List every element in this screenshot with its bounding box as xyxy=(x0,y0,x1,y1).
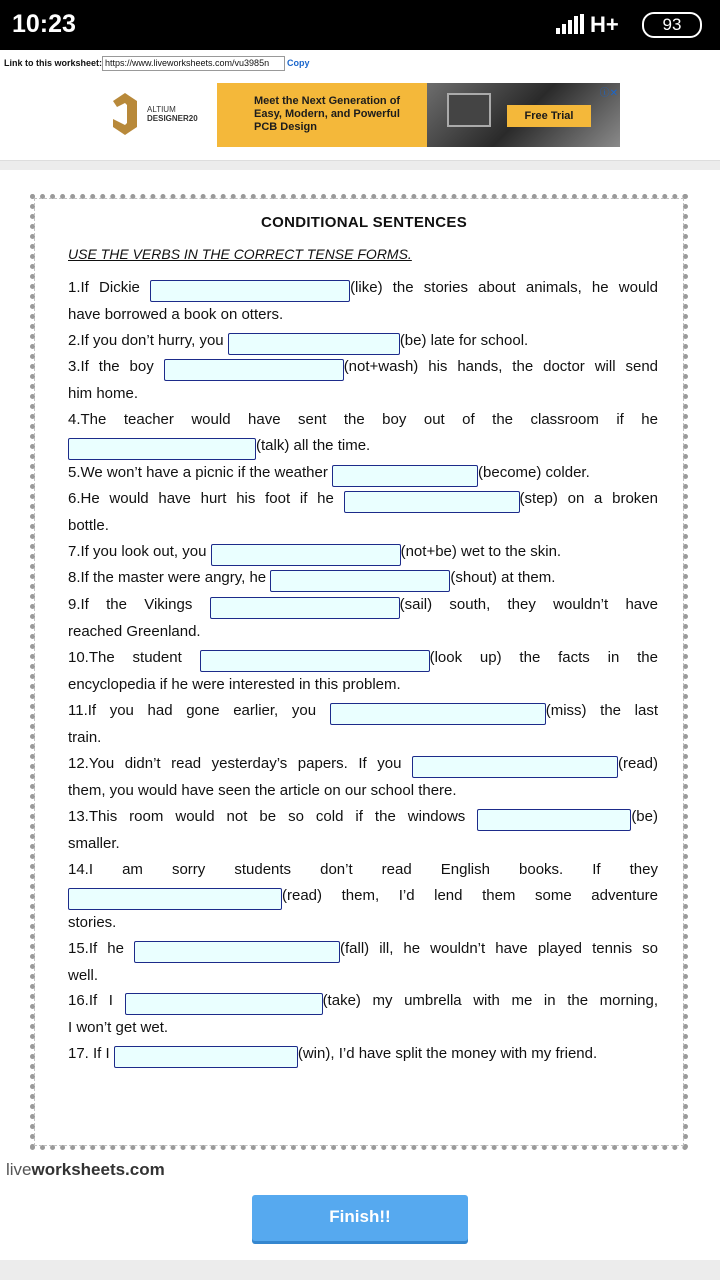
logo-light-text: live xyxy=(6,1160,32,1179)
exercise-text-continued: stories. xyxy=(68,914,117,932)
exercise-line xyxy=(68,936,658,963)
answer-blank[interactable] xyxy=(210,597,400,619)
answer-blank[interactable] xyxy=(200,650,430,672)
exercise-text-before: 3.If the boy xyxy=(68,358,164,375)
answer-blank[interactable] xyxy=(332,465,478,487)
exercise-item xyxy=(68,539,658,566)
answer-blank[interactable] xyxy=(330,703,546,725)
link-bar xyxy=(0,50,720,161)
exercise-item xyxy=(68,698,658,751)
exercise-item xyxy=(68,407,658,460)
exercise-text-after: (become) colder. xyxy=(478,464,590,481)
exercise-item xyxy=(68,354,658,407)
liveworksheets-logo xyxy=(6,1160,165,1180)
exercise-line xyxy=(68,565,658,592)
exercise-text-before: 5.We won’t have a picnic if the weather xyxy=(68,464,333,481)
exercise-line xyxy=(68,988,658,1015)
exercise-text-continued: well. xyxy=(68,967,99,984)
battery-icon: 93 xyxy=(642,12,702,38)
ad-brand xyxy=(147,105,198,123)
exercise-text-after: (read) them, I’d lend them some adventure xyxy=(282,887,658,905)
exercise-text-before: 9.If the Vikings xyxy=(68,596,210,613)
exercise-line xyxy=(68,275,658,302)
exercise-item xyxy=(68,275,658,328)
exercise-text-continued: encyclopedia if he were interested in this problem. xyxy=(68,676,401,693)
exercise-line xyxy=(68,1041,658,1068)
exercise-text-continued: smaller. xyxy=(68,835,120,852)
exercise-text-before: 4.The teacher would have sent the boy out of the classroom if he xyxy=(68,411,658,428)
logo-bold-text: worksheets.com xyxy=(31,1160,165,1179)
worksheet-instructions: USE THE VERBS IN THE CORRECT TENSE FORMS. xyxy=(68,246,412,262)
answer-blank[interactable] xyxy=(477,809,631,831)
exercise-text-before: 17. If I xyxy=(68,1045,114,1062)
exercise-line xyxy=(68,698,658,725)
exercise-text-after: (sail) south, they wouldn’t have xyxy=(399,596,658,613)
exercise-text-continued: I won’t get wet. xyxy=(68,1019,169,1036)
copy-link-button[interactable]: Copy xyxy=(287,58,310,68)
exercise-item xyxy=(68,486,658,539)
exercise-text-before: 8.If the master were angry, he xyxy=(68,569,271,586)
answer-blank[interactable] xyxy=(270,570,450,592)
link-label: Link to this worksheet: xyxy=(4,58,103,68)
answer-blank[interactable] xyxy=(211,544,401,566)
exercise-text-before: 15.If he xyxy=(68,940,134,957)
exercise-line xyxy=(68,433,658,460)
exercise-text-after: (not+be) wet to the skin. xyxy=(400,543,562,560)
exercise-line xyxy=(68,407,658,433)
worksheet-title: CONDITIONAL SENTENCES xyxy=(260,214,468,231)
worksheet-page xyxy=(0,170,720,1260)
exercise-item xyxy=(68,988,658,1041)
exercise-text-continued: him home. xyxy=(68,385,139,402)
exercise-line xyxy=(68,328,658,355)
answer-blank[interactable] xyxy=(114,1046,298,1068)
advertisement-banner[interactable] xyxy=(97,83,620,147)
exercise-item xyxy=(68,936,658,989)
worksheet-url-field[interactable]: https://www.liveworksheets.com/vu3985n xyxy=(102,56,285,71)
status-bar xyxy=(0,0,720,50)
exercise-text-before: 16.If I xyxy=(68,992,125,1009)
exercise-text-after: (not+wash) his hands, the doctor will send xyxy=(343,358,659,375)
exercise-text-before: 6.He would have hurt his foot if he xyxy=(68,490,344,507)
exercise-text-after: (step) on a broken xyxy=(519,490,658,507)
answer-blank[interactable] xyxy=(68,888,282,910)
exercise-text-after: (take) my umbrella with me in the morning, xyxy=(322,992,658,1009)
exercise-text-after: (be) late for school. xyxy=(399,332,529,349)
ad-logo xyxy=(97,83,217,147)
exercise-text-after: (shout) at them. xyxy=(450,569,556,586)
answer-blank[interactable] xyxy=(164,359,344,381)
exercise-text-before: 1.If Dickie xyxy=(68,279,151,296)
exercise-line xyxy=(68,592,658,619)
finish-button[interactable]: Finish!! xyxy=(252,1195,468,1241)
exercise-text-before: 7.If you look out, you xyxy=(68,543,211,560)
exercise-line xyxy=(68,486,658,513)
exercise-line xyxy=(68,751,658,778)
answer-blank[interactable] xyxy=(344,491,520,513)
exercise-text-continued: train. xyxy=(68,729,102,746)
exercise-text-before: 2.If you don’t hurry, you xyxy=(68,332,228,349)
exercise-line xyxy=(68,539,658,566)
exercise-line xyxy=(68,645,658,672)
answer-blank[interactable] xyxy=(125,993,323,1015)
ad-headline: Meet the Next Generation of Easy, Modern, and Powerful PCB Design xyxy=(254,95,401,133)
exercise-text-continued: reached Greenland. xyxy=(68,623,201,640)
exercise-item xyxy=(68,857,658,937)
answer-blank[interactable] xyxy=(68,438,256,460)
answer-blank[interactable] xyxy=(412,756,618,778)
exercise-line xyxy=(68,354,658,381)
exercise-item xyxy=(68,751,658,804)
ad-brand-big: DESIGNER20 xyxy=(147,114,198,123)
exercise-line xyxy=(68,804,658,831)
exercise-text-after: (be) xyxy=(631,808,658,825)
exercise-text-after: (fall) ill, he wouldn’t have played tennis so xyxy=(339,940,658,957)
exercise-text-after: (win), I’d have split the money with my friend. xyxy=(297,1045,598,1062)
exercise-text-continued: have borrowed a book on otters. xyxy=(68,306,284,323)
exercise-item xyxy=(68,565,658,592)
exercise-text-after: (look up) the facts in the xyxy=(429,649,658,666)
exercise-item xyxy=(68,1041,658,1068)
exercise-item xyxy=(68,328,658,355)
exercise-text-after: (miss) the last xyxy=(545,702,658,719)
answer-blank[interactable] xyxy=(134,941,340,963)
exercise-item xyxy=(68,592,658,645)
answer-blank[interactable] xyxy=(228,333,400,355)
answer-blank[interactable] xyxy=(150,280,350,302)
exercise-item xyxy=(68,460,658,487)
exercise-text-before: 13.This room would not be so cold if the windows xyxy=(68,808,478,825)
network-type: H+ xyxy=(590,12,619,37)
exercise-text-before: 10.The student xyxy=(68,649,200,666)
exercise-item xyxy=(68,645,658,698)
exercise-text-before: 14.I am sorry students don’t read English books. If they xyxy=(68,861,658,878)
altium-logo-icon xyxy=(113,93,137,135)
exercise-text-continued: bottle. xyxy=(68,517,109,534)
clock: 10:23 xyxy=(12,10,76,38)
exercise-line xyxy=(68,857,658,883)
exercise-line xyxy=(68,460,658,487)
exercise-text-after: (like) the stories about animals, he would xyxy=(350,279,658,296)
signal-icon xyxy=(556,14,586,34)
exercise-text-continued: them, you would have seen the article on our school there. xyxy=(68,782,457,799)
exercise-line xyxy=(68,883,658,910)
exercise-text-after: (read) xyxy=(617,755,658,772)
exercise-text-before: 12.You didn’t read yesterday’s papers. If you xyxy=(68,755,412,772)
ad-brand-small: ALTIUM xyxy=(147,105,176,114)
free-trial-button[interactable]: Free Trial xyxy=(507,105,591,127)
exercise-item xyxy=(68,804,658,857)
exercise-text-before: 11.If you had gone earlier, you xyxy=(68,702,330,719)
exercise-text-after: (talk) all the time. xyxy=(256,437,371,455)
ad-close-icon[interactable]: ⓘ✕ xyxy=(599,88,618,99)
